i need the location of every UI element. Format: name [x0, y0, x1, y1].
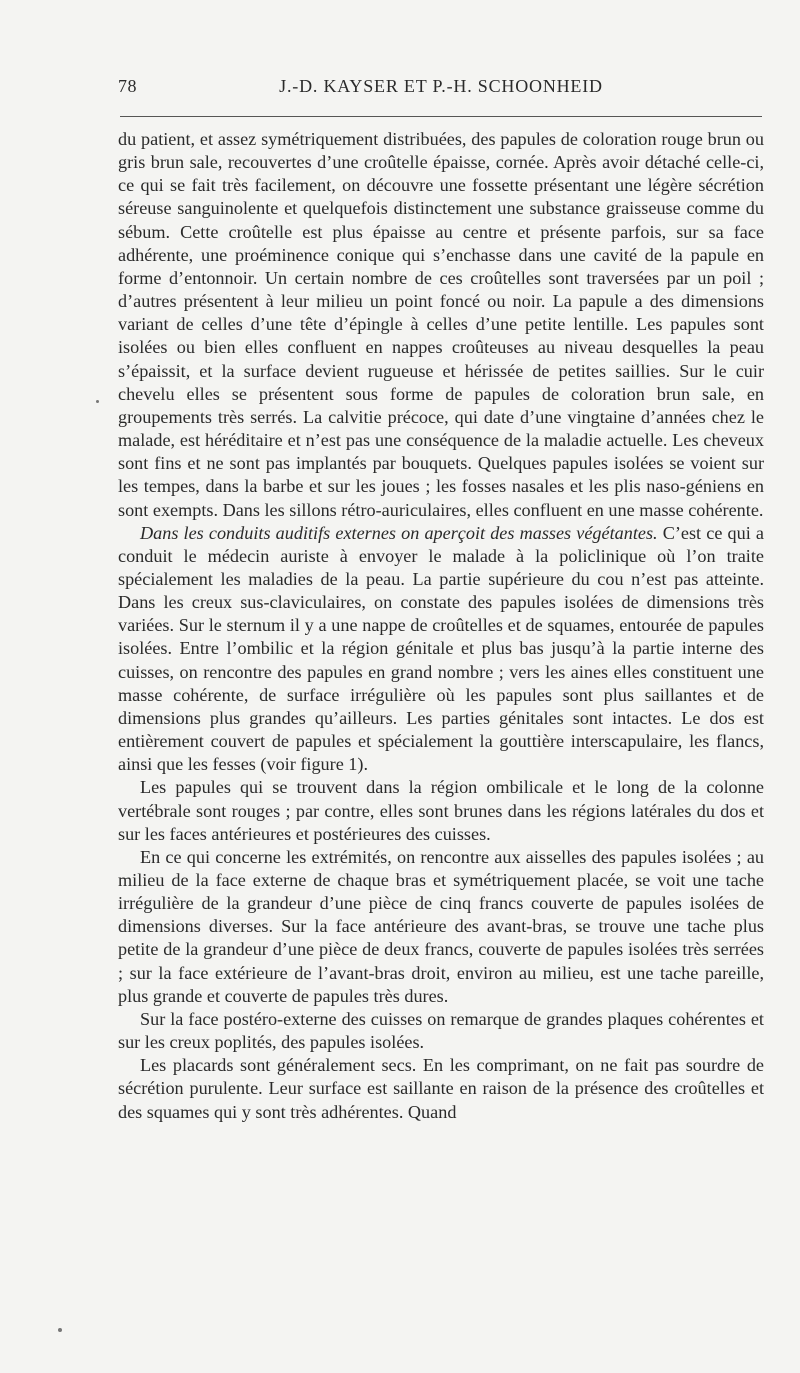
page-header [118, 76, 764, 106]
paragraph: du patient, et assez symétriquement distribuées, des papules de coloration rouge brun ou gris brun sale, recouvertes d’une croûtelle épaisse, cornée. Après avoir détaché celle-ci, ce qui se fait très facilement, on découvre une fossette présentant une légère sécrétion séreuse sanguinolente et quelquefois distinctement une substance graisseuse comme du sébum. Cette croûtelle est plus épaisse au centre et présente parfois, sur sa face adhérente, une proéminence conique qui s’enchasse dans une cavité de la papule en forme d’entonnoir. Un certain nombre de ces croûtelles sont traversées par un poil ; d’autres présentent à leur milieu un point foncé ou noir. La papule a des dimensions variant de celles d’une tête d’épingle à celles d’une petite lentille. Les papules sont isolées ou bien elles confluent en nappes croûteuses au niveau desquelles la peau s’épaissit, et la surface devient rugueuse et hérissée de petites saillies. Sur le cuir chevelu elles se présentent sous forme de papules de coloration brun sale, en groupements très serrés. La calvitie précoce, qui date d’une vingtaine d’années chez le malade, est héréditaire et n’est pas une conséquence de la maladie actuelle. Les cheveux sont fins et ne sont pas implantés par bouquets. Quelques papules isolées se voient sur les tempes, dans la barbe et sur les joues ; les fosses nasales et les plis naso-géniens en sont exempts. Dans les sillons rétro-auriculaires, elles confluent en une masse cohérente. [118, 129, 764, 520]
page-number: 78 [118, 76, 137, 96]
header-rule [120, 116, 762, 117]
paragraph-rest: C’est ce qui a conduit le médecin auriste à envoyer le malade à la policlinique où l’on traite spécialement les maladies de la peau. La partie supérieure du cou n’est pas atteinte. Dans les creux sus-claviculaires, on constate des papules isolées de dimensions très variées. Sur le sternum il y a une nappe de croûtelles et de squames, entourée de papules isolées. Entre l’ombilic et la région génitale et plus bas jusqu’à la partie interne des cuisses, on rencontre des papules en grand nombre ; vers les aines elles constituent une masse cohérente, de surface irrégulière où les papules sont plus saillantes et de dimensions plus grandes qu’ailleurs. Les parties génitales sont intactes. Le dos est entièrement couvert de papules et spécialement la gouttière interscapulaire, les flancs, ainsi que les fesses (voir figure 1). [118, 522, 764, 775]
italic-lead: Dans les conduits auditifs externes on aperçoit des masses végétantes. [140, 522, 658, 543]
paragraph: En ce qui concerne les extrémités, on rencontre aux aisselles des papules isolées ; au milieu de la face externe de chaque bras et symétriquement placée, se voit une tache irrégulière de la grandeur d’une pièce de cinq francs couverte de papules isolées de dimensions diverses. Sur la face antérieure des avant-bras, se trouve une tache plus petite de la grandeur d’une pièce de deux francs, couverte de papules isolées très serrées ; sur la face extérieure de l’avant-bras droit, environ au milieu, est une tache pareille, plus grande et couverte de papules très dures. [118, 846, 764, 1006]
paragraph [118, 522, 764, 777]
paragraph: Les papules qui se trouvent dans la région ombilicale et le long de la colonne vertébrale sont rouges ; par contre, elles sont brunes dans les régions latérales du dos et sur les faces antérieures et postérieures des cuisses. [118, 777, 764, 844]
body-text [118, 128, 764, 1124]
paragraph: Sur la face postéro-externe des cuisses on remarque de grandes plaques cohérentes et sur les creux poplités, des papules isolées. [118, 1008, 764, 1053]
running-head: J.-D. KAYSER ET P.-H. SCHOONHEID [279, 76, 603, 96]
paragraph: Les placards sont généralement secs. En les comprimant, on ne fait pas sourdre de sécrétion purulente. Leur surface est saillante en raison de la présence des croûtelles et des squames qui y sont très adhérentes. Quand [118, 1055, 764, 1122]
margin-speck [96, 400, 99, 403]
margin-speck [58, 1328, 62, 1332]
